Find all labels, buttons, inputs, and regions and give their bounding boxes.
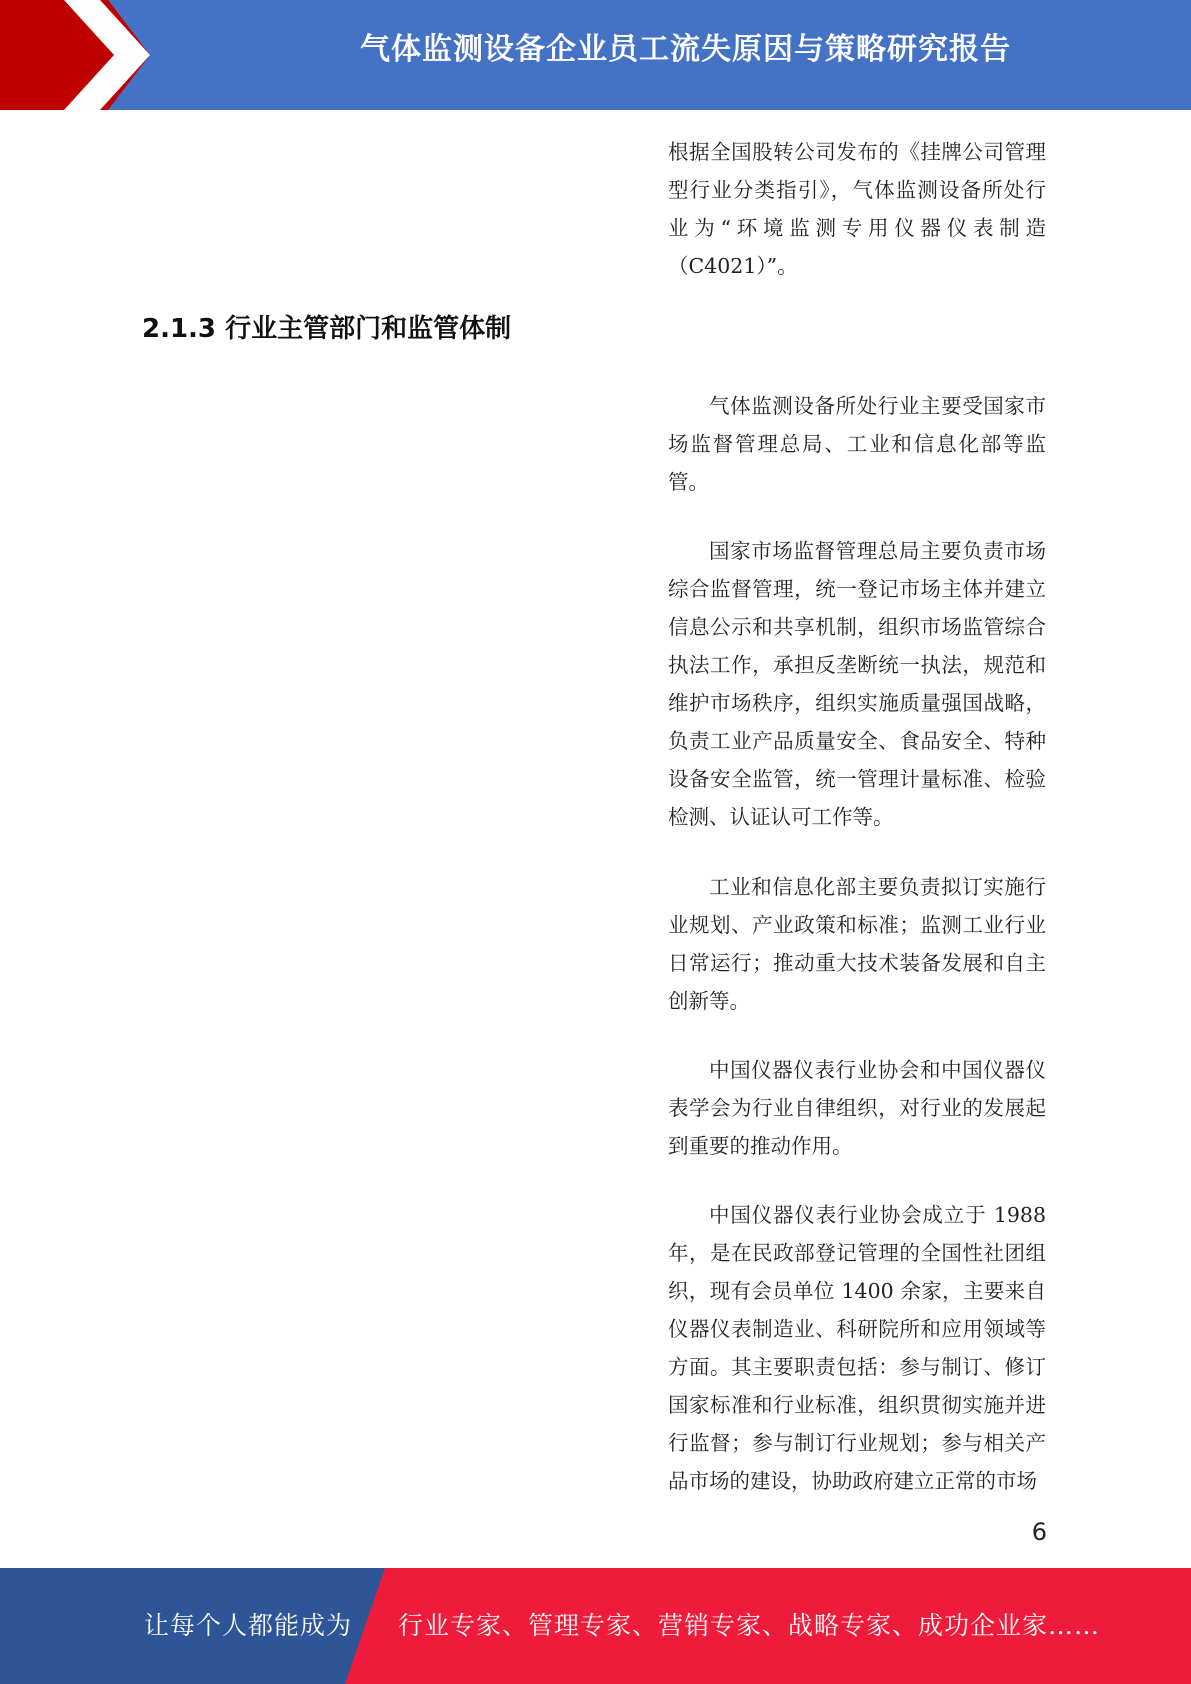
paragraph-block-1	[668, 387, 1046, 501]
body-paragraph: 中国仪器仪表行业协会成立于 1988 年，是在民政部登记管理的全国性社团组织，现有会员单位 1400 余家，主要来自仪器仪表制造业、科研院所和应用领域等方面。其主要职责包括：参与制订、修订国家标准和行业标准，组织贯彻实施并进行监督；参与制订行业规划；参与相关产品市场的建设，协助政府建立正常的市场	[668, 1203, 1046, 1493]
page-header	[0, 0, 1191, 110]
paragraph-block-3	[668, 868, 1046, 1020]
paragraph-block-2	[668, 532, 1046, 836]
page-number: 6	[1031, 1518, 1047, 1546]
body-paragraph: 国家市场监督管理总局主要负责市场综合监督管理，统一登记市场主体并建立信息公示和共享机制，组织市场监管综合执法工作，承担反垄断统一执法，规范和维护市场秩序，组织实施质量强国战略，负责工业产品质量安全、食品安全、特种设备安全监管，统一管理计量标准、检验检测、认证认可工作等。	[668, 539, 1046, 829]
paragraph-block-5	[668, 1196, 1046, 1500]
arrow-decoration-icon	[0, 0, 160, 110]
body-paragraph: 中国仪器仪表行业协会和中国仪器仪表学会为行业自律组织，对行业的发展起到重要的推动作用。	[668, 1058, 1046, 1158]
footer-slogan-left: 让每个人都能成为	[144, 1611, 353, 1640]
intro-text-block	[668, 133, 1046, 285]
page-footer	[0, 1568, 1191, 1684]
intro-paragraph: 根据全国股转公司发布的《挂牌公司管理型行业分类指引》，气体监测设备所处行业为“环境监测专用仪器仪表制造（C4021）”。	[668, 140, 1046, 278]
section-heading: 2.1.3 行业主管部门和监管体制	[142, 314, 512, 344]
report-title: 气体监测设备企业员工流失原因与策略研究报告	[360, 32, 1011, 67]
body-paragraph: 气体监测设备所处行业主要受国家市场监督管理总局、工业和信息化部等监管。	[668, 394, 1046, 494]
paragraph-block-4	[668, 1051, 1046, 1165]
footer-slogan-right: 行业专家、管理专家、营销专家、战略专家、成功企业家……	[398, 1611, 1101, 1640]
body-paragraph: 工业和信息化部主要负责拟订实施行业规划、产业政策和标准；监测工业行业日常运行；推动重大技术装备发展和自主创新等。	[668, 875, 1046, 1013]
